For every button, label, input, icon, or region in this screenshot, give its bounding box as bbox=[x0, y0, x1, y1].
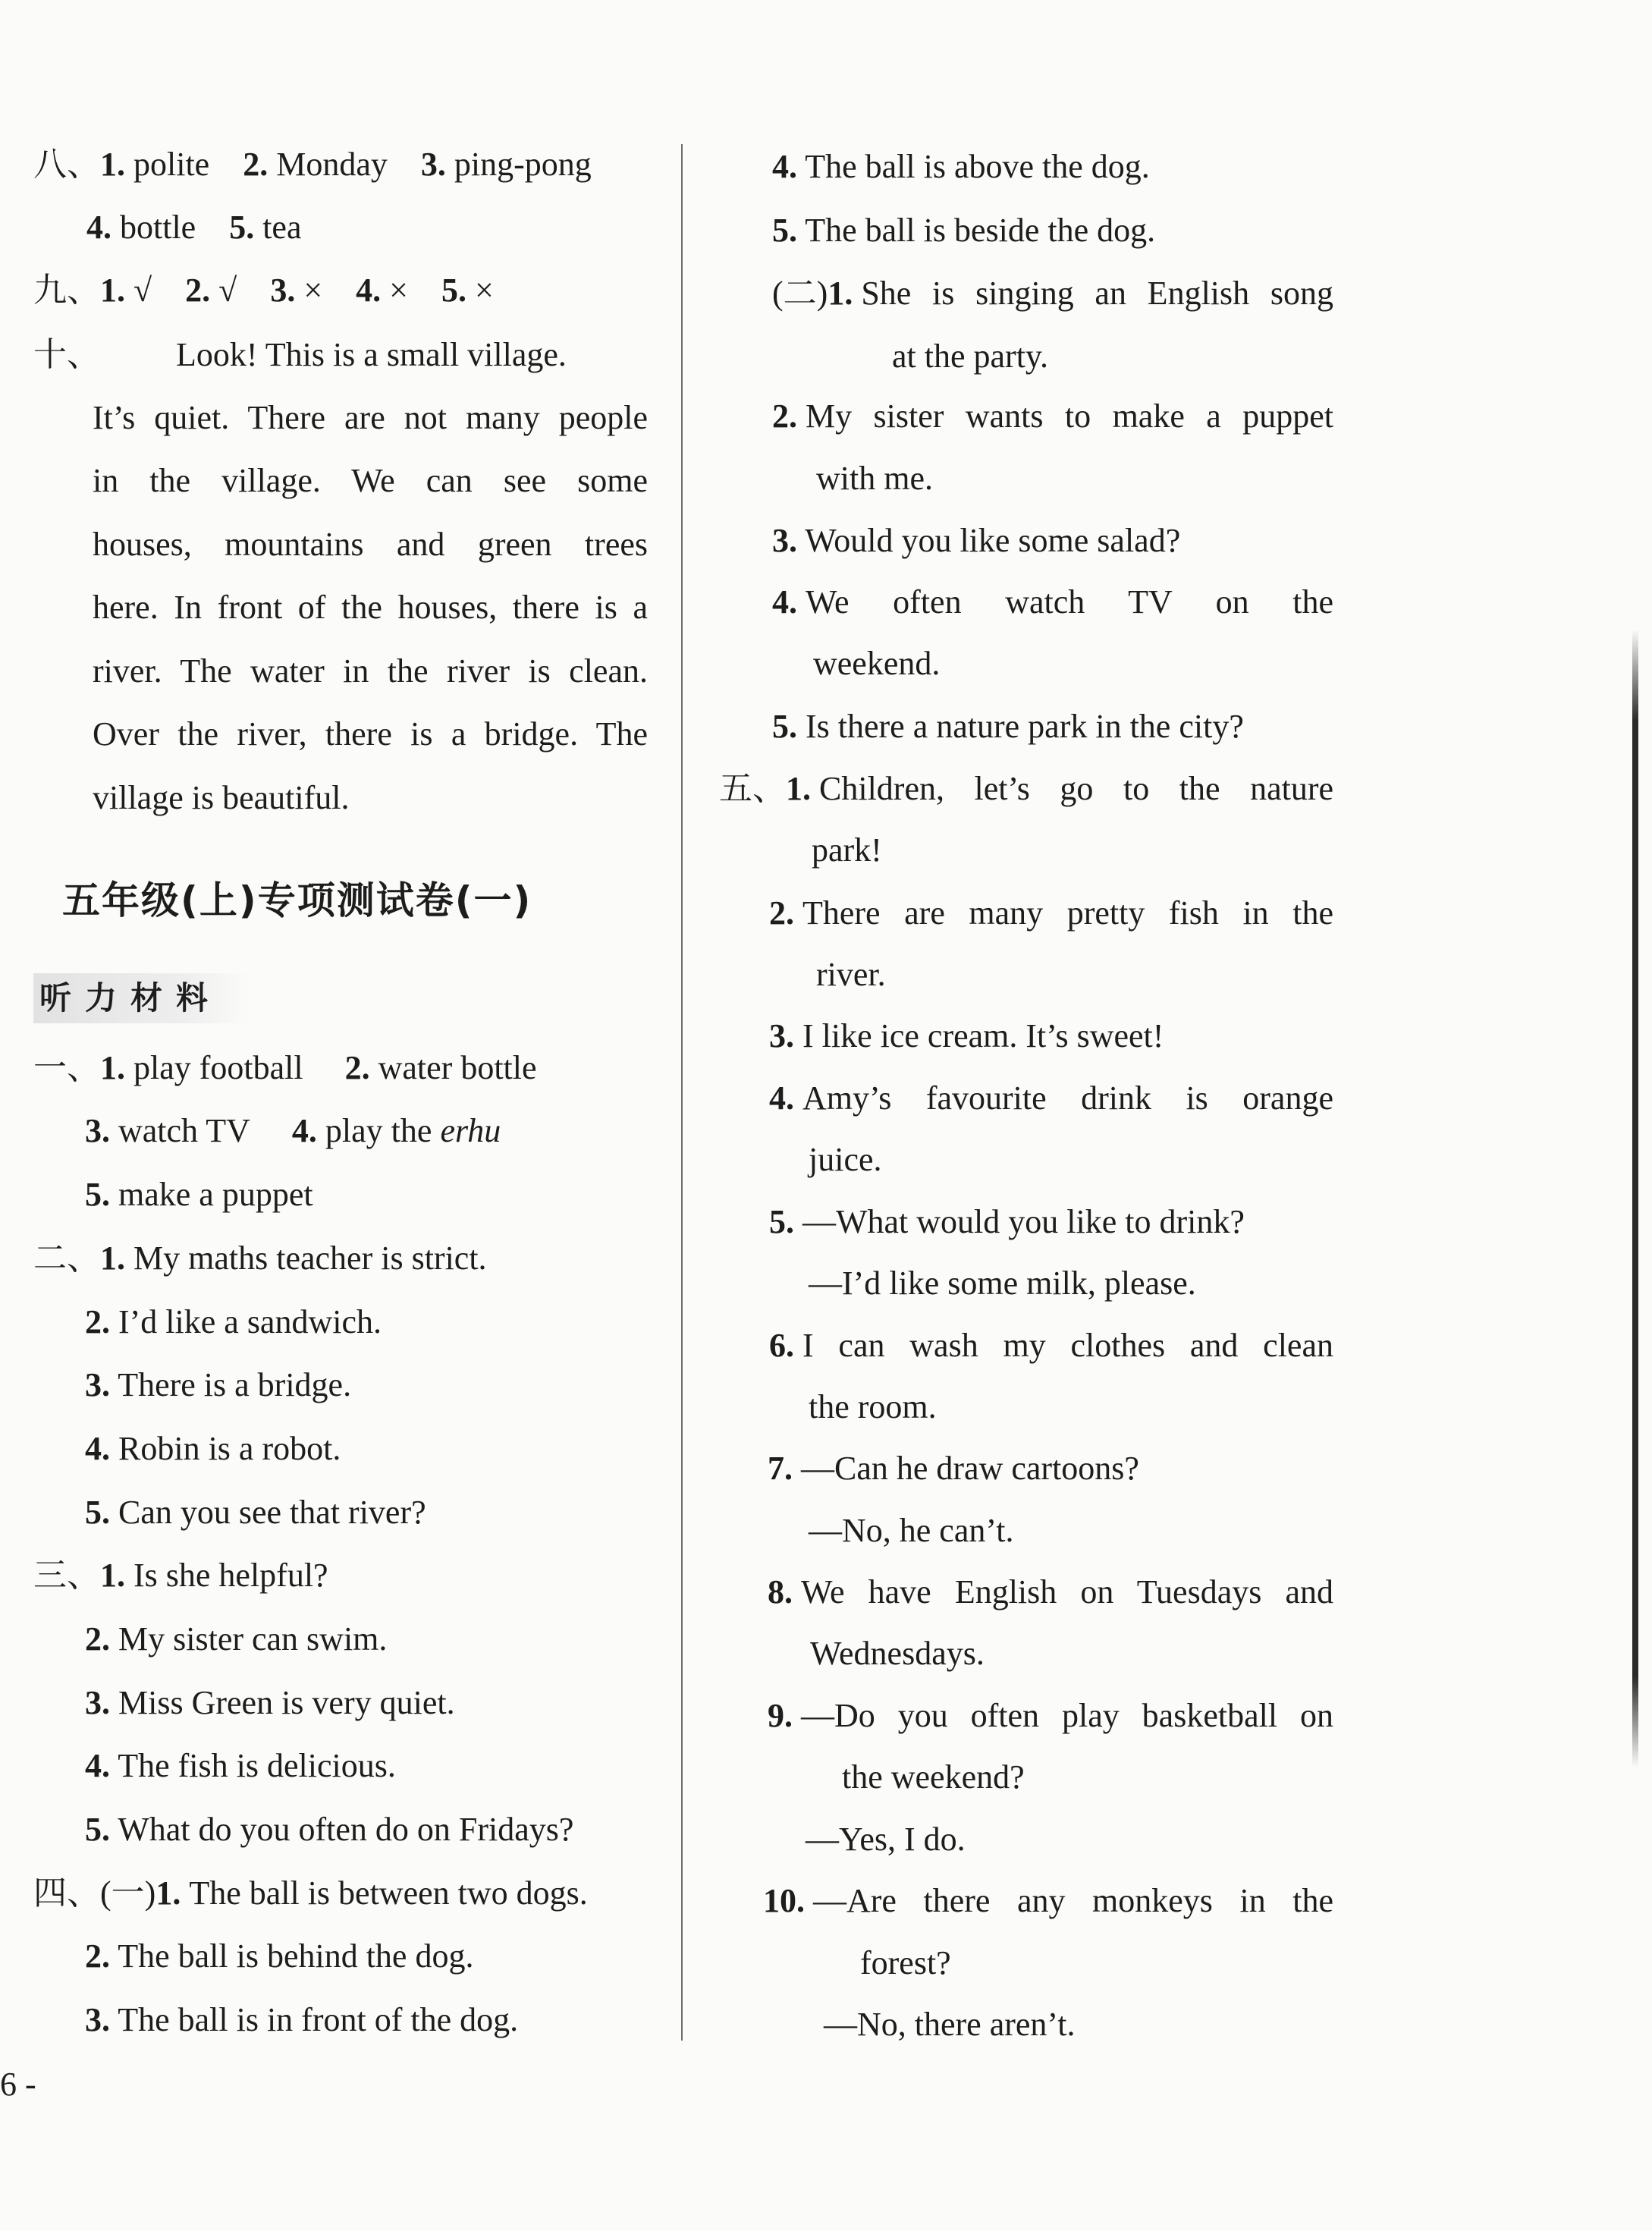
item-number: 2. bbox=[344, 1049, 370, 1086]
answer: The fish is delicious. bbox=[118, 1747, 396, 1784]
sec10-text-line: in the village. We can see some bbox=[93, 462, 648, 499]
item-number: 1. bbox=[100, 1049, 125, 1086]
sec4-label: 四、(一) bbox=[33, 1874, 156, 1912]
item-number: 4. bbox=[85, 1747, 110, 1784]
answer: × bbox=[303, 272, 323, 309]
answer: Amy’s favourite drink is orange bbox=[802, 1079, 1333, 1117]
item-number: 5. bbox=[85, 1176, 110, 1213]
answer: There is a bridge. bbox=[118, 1366, 352, 1403]
sec10-text-line: here. In front of the houses, there is a bbox=[93, 589, 648, 626]
item-number: 4. bbox=[356, 272, 382, 309]
item-number: 2. bbox=[185, 272, 211, 309]
sec4b-label: (二) bbox=[772, 275, 828, 312]
answer: × bbox=[389, 272, 408, 309]
sec4-item bbox=[85, 1935, 473, 1978]
answer: The ball is beside the dog. bbox=[805, 212, 1156, 249]
item-number: 5. bbox=[441, 272, 466, 309]
item-number: 2. bbox=[85, 1620, 110, 1658]
item-number: 8. bbox=[768, 1573, 793, 1610]
answer: The ball is between two dogs. bbox=[189, 1874, 588, 1912]
item-number: 3. bbox=[420, 146, 446, 183]
sec3-item bbox=[85, 1682, 455, 1724]
answer: My sister wants to make a puppet bbox=[806, 397, 1333, 435]
sec2-item bbox=[85, 1491, 426, 1534]
sec2-item bbox=[33, 1237, 487, 1280]
sec2-item bbox=[85, 1428, 341, 1470]
sec5-item-cont: —No, there aren’t. bbox=[824, 2006, 1076, 2043]
item-number: 4. bbox=[772, 583, 797, 621]
answer: watch TV bbox=[118, 1112, 250, 1149]
sec5-item bbox=[769, 1201, 1245, 1243]
sec1-label: 一、 bbox=[33, 1049, 100, 1086]
sec4b-item bbox=[772, 581, 1333, 624]
sec10-text-line: houses, mountains and green trees bbox=[93, 526, 648, 563]
sec4b-item bbox=[772, 272, 1333, 315]
answer: We have English on Tuesdays and bbox=[801, 1573, 1333, 1610]
item-number: 2. bbox=[772, 397, 797, 435]
item-number: 1. bbox=[786, 770, 811, 807]
item-number: 3. bbox=[772, 522, 797, 559]
answer: √ bbox=[218, 272, 237, 309]
item-number: 3. bbox=[85, 1684, 110, 1721]
item-number: 10. bbox=[763, 1882, 805, 1919]
item-number: 6. bbox=[769, 1327, 794, 1364]
listening-material-heading: 听力材料 bbox=[33, 973, 249, 1023]
item-number: 4. bbox=[291, 1112, 317, 1149]
item-number: 3. bbox=[85, 1112, 110, 1149]
sec8-label: 八、 bbox=[33, 146, 100, 183]
item-number: 2. bbox=[769, 894, 794, 932]
item-number: 3. bbox=[85, 1366, 110, 1403]
sec4-item bbox=[772, 209, 1155, 252]
sec8-line2 bbox=[86, 206, 302, 249]
answer: She is singing an English song bbox=[861, 275, 1333, 312]
sec3-item bbox=[33, 1554, 328, 1597]
item-number: 1. bbox=[155, 1874, 181, 1912]
sec5-item-cont: forest? bbox=[860, 1944, 951, 1981]
sec4b-item bbox=[772, 395, 1333, 438]
sec10-label: 十、 bbox=[33, 336, 100, 373]
sec5-item bbox=[769, 1324, 1333, 1367]
answer: I can wash my clothes and clean bbox=[802, 1327, 1333, 1364]
item-number: 5. bbox=[772, 708, 797, 745]
sec9-label: 九、 bbox=[33, 272, 100, 309]
answer: The ball is in front of the dog. bbox=[118, 2001, 519, 2038]
sec10-text-line: river. The water in the river is clean. bbox=[93, 652, 648, 690]
sec5-item-cont: —I’d like some milk, please. bbox=[809, 1265, 1196, 1302]
sec5-item bbox=[769, 1077, 1333, 1120]
answer: make a puppet bbox=[118, 1176, 313, 1213]
answer: play the bbox=[325, 1112, 441, 1149]
sec4b-item-cont: with me. bbox=[816, 460, 933, 497]
sec4b-item bbox=[772, 705, 1244, 748]
item-number: 4. bbox=[86, 209, 111, 246]
item-number: 2. bbox=[85, 1937, 110, 1975]
sec3-item bbox=[85, 1745, 396, 1787]
answer: Can you see that river? bbox=[118, 1494, 426, 1531]
sec3-label: 三、 bbox=[33, 1557, 100, 1594]
answer: My sister can swim. bbox=[118, 1620, 388, 1658]
answer: ping-pong bbox=[454, 146, 592, 183]
sec5-item-cont: Wednesdays. bbox=[810, 1635, 985, 1672]
column-divider bbox=[681, 144, 683, 2041]
answer: The ball is above the dog. bbox=[805, 148, 1150, 185]
passage-text: Look! This is a small village. bbox=[176, 336, 567, 373]
item-number: 7. bbox=[768, 1450, 793, 1487]
sec5-item bbox=[769, 892, 1333, 935]
answer: polite bbox=[133, 146, 210, 183]
item-number: 2. bbox=[85, 1303, 110, 1340]
answer: Robin is a robot. bbox=[118, 1430, 341, 1467]
sec5-item-cont: juice. bbox=[809, 1141, 882, 1178]
answer: I like ice cream. It’s sweet! bbox=[802, 1017, 1164, 1054]
item-number: 5. bbox=[772, 212, 797, 249]
answer: Monday bbox=[276, 146, 388, 183]
sec3-item bbox=[85, 1808, 573, 1851]
sec5-item-cont: —Yes, I do. bbox=[806, 1821, 966, 1858]
answer: I’d like a sandwich. bbox=[118, 1303, 382, 1340]
item-number: 3. bbox=[270, 272, 296, 309]
sec10-text-line bbox=[176, 334, 646, 376]
sec4b-item-cont: weekend. bbox=[813, 645, 941, 682]
sec2-label: 二、 bbox=[33, 1240, 100, 1277]
item-number: 9. bbox=[768, 1697, 793, 1734]
item-number: 4. bbox=[772, 148, 797, 185]
item-number: 1. bbox=[100, 146, 125, 183]
answer: √ bbox=[133, 272, 152, 309]
answer: tea bbox=[262, 209, 302, 246]
section-title: 五年级(上)专项测试卷(一) bbox=[62, 878, 532, 922]
answer: Is there a nature park in the city? bbox=[806, 708, 1244, 745]
item-number: 5. bbox=[85, 1494, 110, 1531]
scan-edge-mark bbox=[1632, 630, 1638, 1768]
page-number: 6 - bbox=[0, 2066, 36, 2103]
answer: Miss Green is very quiet. bbox=[118, 1684, 455, 1721]
sec3-item bbox=[85, 1618, 387, 1661]
sec5-item bbox=[719, 768, 1333, 810]
sec4b-item-cont: at the party. bbox=[892, 338, 1049, 375]
item-number: 5. bbox=[769, 1203, 794, 1240]
sec10-text-line: Over the river, there is a bridge. The bbox=[93, 715, 648, 753]
sec5-item bbox=[768, 1571, 1333, 1614]
sec1-line1 bbox=[33, 1047, 537, 1089]
answer: —Are there any monkeys in the bbox=[813, 1882, 1333, 1919]
sec1-line2 bbox=[85, 1110, 501, 1152]
answer: Is she helpful? bbox=[133, 1557, 328, 1594]
sec9-line bbox=[33, 269, 494, 312]
sec5-item-cont: park! bbox=[812, 831, 882, 869]
sec5-item-cont: river. bbox=[816, 956, 886, 993]
sec8-line1 bbox=[33, 143, 592, 186]
answer: bottle bbox=[120, 209, 196, 246]
item-number: 1. bbox=[100, 272, 125, 309]
answer: —Do you often play basketball on bbox=[801, 1697, 1333, 1734]
answer: The ball is behind the dog. bbox=[118, 1937, 474, 1975]
item-number: 2. bbox=[243, 146, 269, 183]
answer: There are many pretty fish in the bbox=[802, 894, 1333, 932]
answer: Would you like some salad? bbox=[805, 522, 1181, 559]
answer-italic: erhu bbox=[440, 1112, 501, 1149]
answer: My maths teacher is strict. bbox=[133, 1240, 487, 1277]
sec5-item bbox=[768, 1447, 1139, 1490]
sec2-item bbox=[85, 1364, 351, 1406]
answer: × bbox=[474, 272, 494, 309]
sec5-item-cont: the room. bbox=[809, 1388, 937, 1425]
answer: We often watch TV on the bbox=[806, 583, 1333, 621]
sec4-item bbox=[33, 1872, 588, 1915]
sec5-item bbox=[768, 1695, 1333, 1737]
answer: —Can he draw cartoons? bbox=[801, 1450, 1139, 1487]
sec2-item bbox=[85, 1301, 382, 1343]
item-number: 1. bbox=[828, 275, 853, 312]
sec5-item bbox=[769, 1015, 1164, 1057]
item-number: 4. bbox=[769, 1079, 794, 1117]
sec5-label: 五、 bbox=[719, 770, 786, 807]
sec4-item bbox=[772, 146, 1150, 188]
sec5-item bbox=[763, 1880, 1333, 1922]
item-number: 5. bbox=[229, 209, 255, 246]
sec5-item-cont: the weekend? bbox=[842, 1758, 1025, 1796]
answer: —What would you like to drink? bbox=[802, 1203, 1245, 1240]
answer: Children, let’s go to the nature bbox=[819, 770, 1333, 807]
item-number: 3. bbox=[85, 2001, 110, 2038]
answer: play football bbox=[133, 1049, 303, 1086]
sec10-text-line: village is beautiful. bbox=[93, 779, 350, 816]
sec4-item bbox=[85, 1999, 518, 2041]
item-number: 1. bbox=[100, 1557, 125, 1594]
sec10-text-line: It’s quiet. There are not many people bbox=[93, 399, 648, 436]
answer: What do you often do on Fridays? bbox=[118, 1811, 574, 1848]
item-number: 5. bbox=[85, 1811, 110, 1848]
item-number: 4. bbox=[85, 1430, 110, 1467]
sec5-item-cont: —No, he can’t. bbox=[809, 1512, 1014, 1549]
sec4b-item bbox=[772, 520, 1180, 562]
item-number: 3. bbox=[769, 1017, 794, 1054]
answer: water bottle bbox=[378, 1049, 537, 1086]
item-number: 1. bbox=[100, 1240, 125, 1277]
sec1-line3 bbox=[85, 1174, 313, 1216]
